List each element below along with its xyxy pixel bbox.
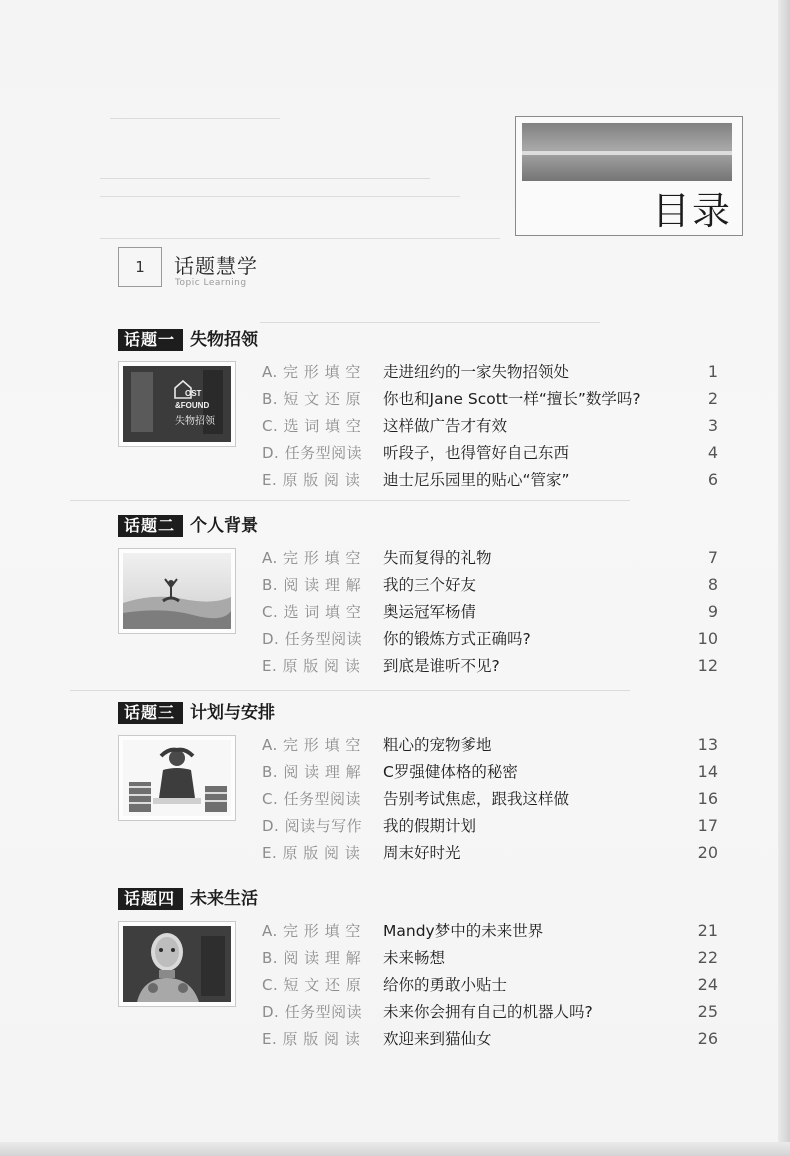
entry-page: 25: [697, 1002, 718, 1021]
topic-tag: 话题二: [118, 515, 183, 537]
entry-page: 20: [697, 843, 718, 862]
svg-text:OST: OST: [185, 389, 202, 398]
topic-3-image: [118, 735, 236, 821]
entry-page: 14: [697, 762, 718, 781]
robot-photo-icon: [123, 926, 231, 1002]
entry-title: Mandy梦中的未来世界: [383, 922, 544, 940]
entry-page: 1: [707, 362, 718, 381]
toc-title-box: [515, 116, 743, 236]
toc-entry[interactable]: [262, 733, 722, 759]
entry-page: 9: [707, 602, 718, 621]
entry-type: A. 完 形 填 空: [262, 363, 361, 381]
entry-title: 奥运冠军杨倩: [383, 603, 477, 621]
toc-entry[interactable]: [262, 441, 722, 467]
section-subtitle: Topic Learning: [175, 278, 247, 288]
entry-title: C罗强健体格的秘密: [383, 763, 518, 781]
toc-entry[interactable]: [262, 573, 722, 599]
entry-type: A. 完 形 填 空: [262, 736, 361, 754]
entry-page: 24: [697, 975, 718, 994]
toc-entry[interactable]: [262, 387, 722, 413]
topic-tag: 话题三: [118, 702, 183, 724]
entry-title: 欢迎来到猫仙女: [383, 1030, 492, 1048]
entry-page: 2: [707, 389, 718, 408]
entry-title: 粗心的宠物爹地: [383, 736, 492, 754]
entry-type: D. 任务型阅读: [262, 444, 363, 462]
entry-type: C. 选 词 填 空: [262, 603, 362, 621]
toc-entry[interactable]: [262, 1027, 722, 1053]
entry-type: A. 完 形 填 空: [262, 922, 361, 940]
entry-title: 失而复得的礼物: [383, 549, 492, 567]
topic-name: 未来生活: [190, 889, 258, 909]
page-bottom-shadow: [0, 1142, 790, 1156]
bleed-line: [100, 196, 460, 197]
entry-type: E. 原 版 阅 读: [262, 471, 361, 489]
entry-type: B. 短 文 还 原: [262, 390, 362, 408]
entry-title: 你的锻炼方式正确吗?: [383, 630, 531, 648]
entry-type: B. 阅 读 理 解: [262, 576, 362, 594]
section-title: 话题慧学: [174, 254, 258, 278]
entry-title: 我的三个好友: [383, 576, 477, 594]
entry-type: D. 任务型阅读: [262, 1003, 363, 1021]
bleed-line: [70, 690, 630, 691]
svg-text:&FOUND: &FOUND: [175, 401, 210, 410]
entry-title: 迪士尼乐园里的贴心“管家”: [383, 471, 570, 489]
entry-type: E. 原 版 阅 读: [262, 844, 361, 862]
toc-entry[interactable]: [262, 973, 722, 999]
bleed-line: [260, 322, 600, 323]
toc-entry[interactable]: [262, 814, 722, 840]
toc-entry[interactable]: [262, 468, 722, 494]
toc-entry[interactable]: [262, 600, 722, 626]
entry-page: 16: [697, 789, 718, 808]
bleed-line: [100, 178, 430, 179]
entry-type: D. 阅读与写作: [262, 817, 363, 835]
toc-entry[interactable]: [262, 546, 722, 572]
entry-page: 7: [707, 548, 718, 567]
entry-type: E. 原 版 阅 读: [262, 1030, 361, 1048]
toc-entry[interactable]: [262, 760, 722, 786]
entry-page: 22: [697, 948, 718, 967]
page-title: 目录: [651, 189, 732, 233]
entry-title: 听段子，也得管好自己东西: [383, 444, 570, 462]
student-stress-photo-icon: [123, 740, 231, 816]
topic-name: 个人背景: [190, 516, 258, 536]
toc-entry[interactable]: [262, 1000, 722, 1026]
entry-type: C. 短 文 还 原: [262, 976, 362, 994]
entry-title: 你也和Jane Scott一样“擅长”数学吗?: [383, 390, 641, 408]
entry-type: E. 原 版 阅 读: [262, 657, 361, 675]
entry-title: 到底是谁听不见?: [383, 657, 500, 675]
topic-4-image: [118, 921, 236, 1007]
lost-found-sign-icon: [123, 366, 231, 442]
entry-title: 未来你会拥有自己的机器人吗?: [383, 1003, 593, 1021]
entry-type: C. 任务型阅读: [262, 790, 362, 808]
topic-tag: 话题一: [118, 329, 183, 351]
bleed-line: [70, 500, 630, 501]
topic-1-image: [118, 361, 236, 447]
topic-tag: 话题四: [118, 888, 183, 910]
entry-page: 13: [697, 735, 718, 754]
entry-type: B. 阅 读 理 解: [262, 763, 362, 781]
entry-title: 走进纽约的一家失物招领处: [383, 363, 570, 381]
entry-title: 给你的勇敢小贴士: [383, 976, 508, 994]
toc-entry[interactable]: [262, 841, 722, 867]
toc-entry[interactable]: [262, 787, 722, 813]
toc-entry[interactable]: [262, 919, 722, 945]
entry-page: 3: [707, 416, 718, 435]
entry-page: 6: [707, 470, 718, 489]
entry-page: 10: [697, 629, 718, 648]
entry-title: 未来畅想: [383, 949, 446, 967]
page-edge-shadow: [778, 0, 790, 1156]
toc-entry[interactable]: [262, 414, 722, 440]
meditation-photo-icon: [123, 553, 231, 629]
entry-title: 告别考试焦虑，跟我这样做: [383, 790, 570, 808]
entry-title: 我的假期计划: [383, 817, 477, 835]
topic-name: 计划与安排: [190, 703, 275, 723]
title-decoration: [522, 123, 732, 181]
entry-page: 12: [697, 656, 718, 675]
entry-page: 26: [697, 1029, 718, 1048]
topic-2-image: [118, 548, 236, 634]
entry-type: B. 阅 读 理 解: [262, 949, 362, 967]
entry-page: 8: [707, 575, 718, 594]
svg-text:失物招领: 失物招领: [175, 416, 215, 427]
toc-entry[interactable]: [262, 627, 722, 653]
entry-title: 这样做广告才有效: [383, 417, 508, 435]
entry-type: D. 任务型阅读: [262, 630, 363, 648]
section-number: 1: [118, 247, 162, 287]
entry-page: 21: [697, 921, 718, 940]
bleed-line: [100, 238, 500, 239]
entry-type: C. 选 词 填 空: [262, 417, 362, 435]
toc-entry[interactable]: [262, 946, 722, 972]
toc-entry[interactable]: [262, 360, 722, 386]
topic-name: 失物招领: [190, 330, 258, 350]
entry-type: A. 完 形 填 空: [262, 549, 361, 567]
toc-entry[interactable]: [262, 654, 722, 680]
entry-title: 周末好时光: [383, 844, 461, 862]
bleed-line: [110, 118, 280, 119]
entry-page: 4: [707, 443, 718, 462]
entry-page: 17: [697, 816, 718, 835]
